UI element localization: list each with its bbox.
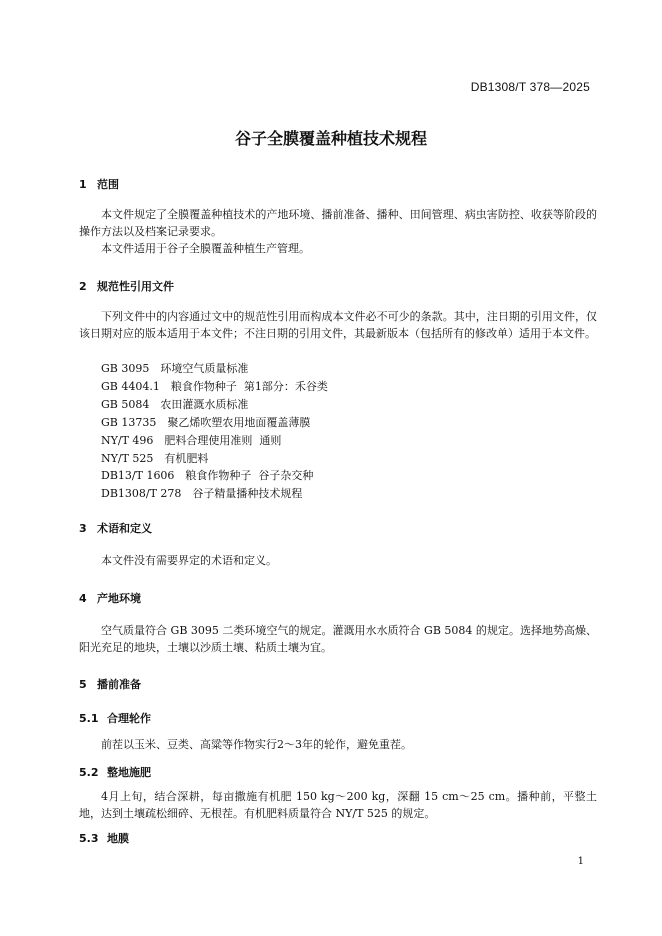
- subsection-title: 合理轮作: [107, 712, 151, 725]
- subsection-title: 地膜: [107, 832, 129, 845]
- page-number: 1: [577, 856, 584, 867]
- section-3-heading: [79, 520, 152, 536]
- subsection-number: 5.3: [79, 832, 99, 845]
- section-1-paragraph-1: 本文件规定了全膜覆盖种植技术的产地环境、播前准备、播种、田间管理、病虫害防控、收获等阶段的操作方法以及档案记录要求。: [79, 208, 597, 238]
- section-1-paragraph-2: 本文件适用于谷子全膜覆盖种植生产管理。: [101, 242, 310, 255]
- reference-item: DB13/T 1606 粮食作物种子 谷子杂交种: [101, 469, 314, 482]
- subsection-5-1-paragraph: 前茬以玉米、豆类、高粱等作物实行2～3年的轮作，避免重茬。: [101, 738, 412, 751]
- subsection-number: 5.2: [79, 766, 99, 779]
- section-title: 范围: [97, 178, 119, 191]
- document-title: 谷子全膜覆盖种植技术规程: [234, 129, 427, 148]
- reference-item: GB 4404.1 粮食作物种子 第1部分：禾谷类: [101, 380, 328, 393]
- subsection-title: 整地施肥: [107, 766, 151, 779]
- subsection-5-3-heading: [79, 830, 129, 846]
- section-number: 5: [79, 678, 87, 691]
- section-3-paragraph-1: 本文件没有需要界定的术语和定义。: [101, 554, 277, 567]
- section-4-heading: [79, 590, 141, 606]
- reference-item: GB 5084 农田灌溉水质标准: [101, 398, 249, 411]
- reference-item: NY/T 525 有机肥料: [101, 452, 209, 465]
- section-4-paragraph-1: 空气质量符合 GB 3095 二类环境空气的规定。灌溉用水水质符合 GB 5084 的规定。选择地势高燥、阳光充足的地块，土壤以沙质土壤、粘质土壤为宜。: [79, 624, 597, 654]
- subsection-5-2-paragraph: 4月上旬，结合深耕，每亩撒施有机肥 150 kg～200 kg，深翻 15 cm～25 cm。播种前，平整土地，达到土壤疏松细碎、无根茬。有机肥料质量符合 NY/T 525 的规定。: [79, 790, 597, 820]
- section-title: 产地环境: [97, 592, 141, 605]
- section-title: 规范性引用文件: [97, 280, 174, 293]
- section-title: 术语和定义: [97, 522, 152, 535]
- section-5-heading: [79, 676, 141, 692]
- reference-item: GB 3095 环境空气质量标准: [101, 362, 249, 375]
- subsection-5-1-heading: [79, 710, 151, 726]
- section-1-heading: [79, 176, 119, 192]
- reference-item: NY/T 496 肥料合理使用准则 通则: [101, 434, 282, 447]
- section-number: 3: [79, 522, 87, 535]
- standard-code: DB1308/T 378—2025: [470, 80, 590, 94]
- reference-item: GB 13735 聚乙烯吹塑农用地面覆盖薄膜: [101, 416, 311, 429]
- section-number: 1: [79, 178, 87, 191]
- section-2-paragraph-1: 下列文件中的内容通过文中的规范性引用而构成本文件必不可少的条款。其中，注日期的引用文件，仅该日期对应的版本适用于本文件；不注日期的引用文件，其最新版本（包括所有的修改单）适用于本文件。: [79, 310, 597, 340]
- section-title: 播前准备: [97, 678, 141, 691]
- subsection-number: 5.1: [79, 712, 99, 725]
- subsection-5-2-heading: [79, 764, 151, 780]
- section-number: 2: [79, 280, 87, 293]
- section-2-heading: [79, 278, 174, 294]
- section-number: 4: [79, 592, 87, 605]
- reference-item: DB1308/T 278 谷子精量播种技术规程: [101, 487, 303, 500]
